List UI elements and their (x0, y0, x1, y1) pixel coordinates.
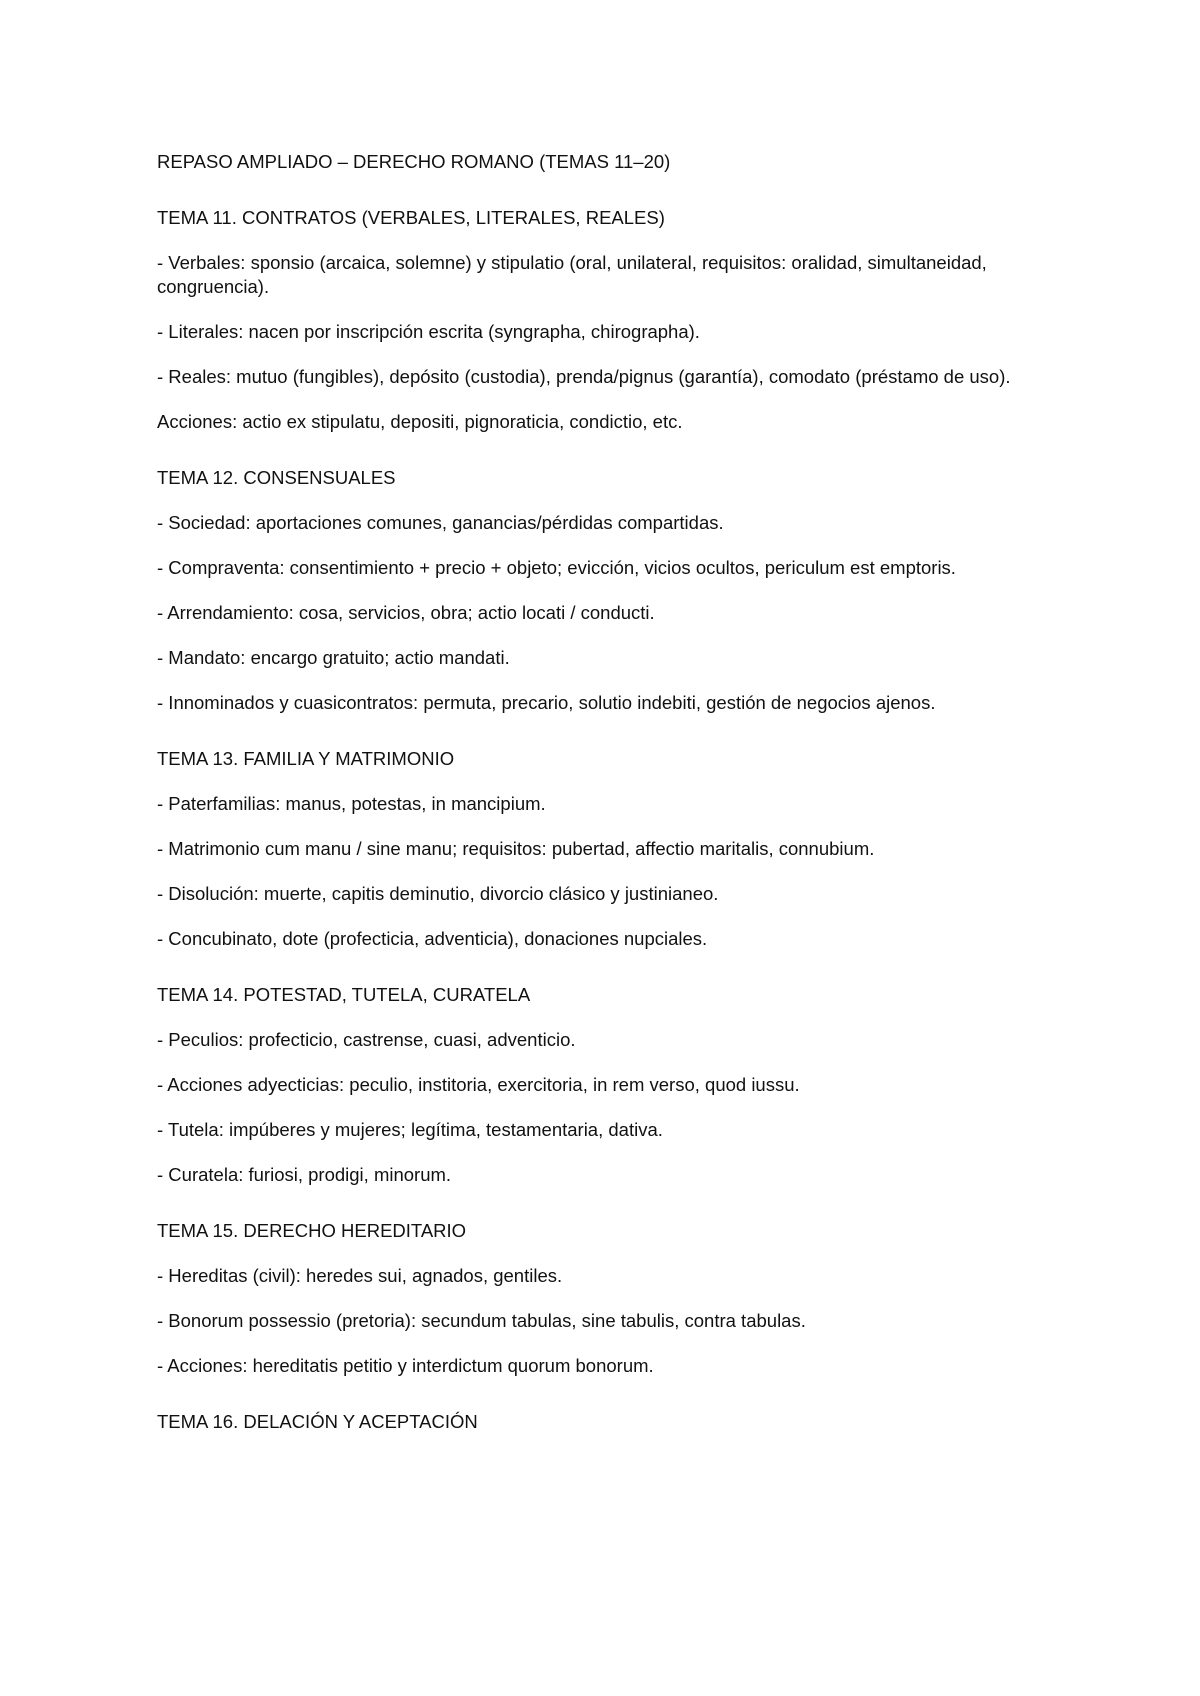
section-items (157, 1264, 1057, 1378)
section-tema-15 (157, 1219, 1057, 1378)
list-item: - Innominados y cuasicontratos: permuta, precario, solutio indebiti, gestión de negocios ajenos. (157, 692, 936, 713)
list-item: - Concubinato, dote (profecticia, adventicia), donaciones nupciales. (157, 928, 708, 949)
section-items (157, 1028, 1057, 1187)
list-item: - Acciones: hereditatis petitio y interdictum quorum bonorum. (157, 1355, 654, 1376)
document-page (157, 150, 1057, 1466)
section-items (157, 251, 1057, 434)
list-item: - Verbales: sponsio (arcaica, solemne) y stipulatio (oral, unilateral, requisitos: oralidad, simultaneidad, congruencia). (157, 252, 987, 297)
list-item: - Reales: mutuo (fungibles), depósito (custodia), prenda/pignus (garantía), comodato (préstamo de uso). (157, 366, 1011, 387)
list-item: - Bonorum possessio (pretoria): secundum tabulas, sine tabulis, contra tabulas. (157, 1310, 806, 1331)
section-tema-12 (157, 466, 1057, 715)
section-heading: TEMA 11. CONTRATOS (VERBALES, LITERALES, REALES) (157, 207, 665, 228)
list-item: - Mandato: encargo gratuito; actio mandati. (157, 647, 510, 668)
section-heading: TEMA 12. CONSENSUALES (157, 467, 396, 488)
list-item: - Compraventa: consentimiento + precio + objeto; evicción, vicios ocultos, periculum est emptoris. (157, 557, 956, 578)
list-item: - Acciones adyecticias: peculio, institoria, exercitoria, in rem verso, quod iussu. (157, 1074, 800, 1095)
section-heading: TEMA 16. DELACIÓN Y ACEPTACIÓN (157, 1411, 478, 1432)
list-item: - Peculios: profecticio, castrense, cuasi, adventicio. (157, 1029, 576, 1050)
list-item: - Hereditas (civil): heredes sui, agnados, gentiles. (157, 1265, 563, 1286)
list-item: - Literales: nacen por inscripción escrita (syngrapha, chirographa). (157, 321, 700, 342)
section-tema-13 (157, 747, 1057, 951)
list-item: - Paterfamilias: manus, potestas, in mancipium. (157, 793, 546, 814)
section-items (157, 792, 1057, 951)
list-item: - Curatela: furiosi, prodigi, minorum. (157, 1164, 452, 1185)
list-item: - Sociedad: aportaciones comunes, ganancias/pérdidas compartidas. (157, 512, 724, 533)
section-tema-11 (157, 206, 1057, 434)
section-tema-14 (157, 983, 1057, 1187)
section-heading: TEMA 14. POTESTAD, TUTELA, CURATELA (157, 984, 531, 1005)
list-item: - Arrendamiento: cosa, servicios, obra; actio locati / conducti. (157, 602, 655, 623)
list-item: Acciones: actio ex stipulatu, depositi, pignoraticia, condictio, etc. (157, 411, 683, 432)
list-item: - Matrimonio cum manu / sine manu; requisitos: pubertad, affectio maritalis, connubium. (157, 838, 875, 859)
section-tema-16 (157, 1410, 1057, 1434)
list-item: - Tutela: impúberes y mujeres; legítima, testamentaria, dativa. (157, 1119, 663, 1140)
section-heading: TEMA 15. DERECHO HEREDITARIO (157, 1220, 467, 1241)
document-title: REPASO AMPLIADO – DERECHO ROMANO (TEMAS 11–20) (157, 151, 671, 172)
section-heading: TEMA 13. FAMILIA Y MATRIMONIO (157, 748, 455, 769)
section-items (157, 511, 1057, 715)
list-item: - Disolución: muerte, capitis deminutio, divorcio clásico y justinianeo. (157, 883, 719, 904)
